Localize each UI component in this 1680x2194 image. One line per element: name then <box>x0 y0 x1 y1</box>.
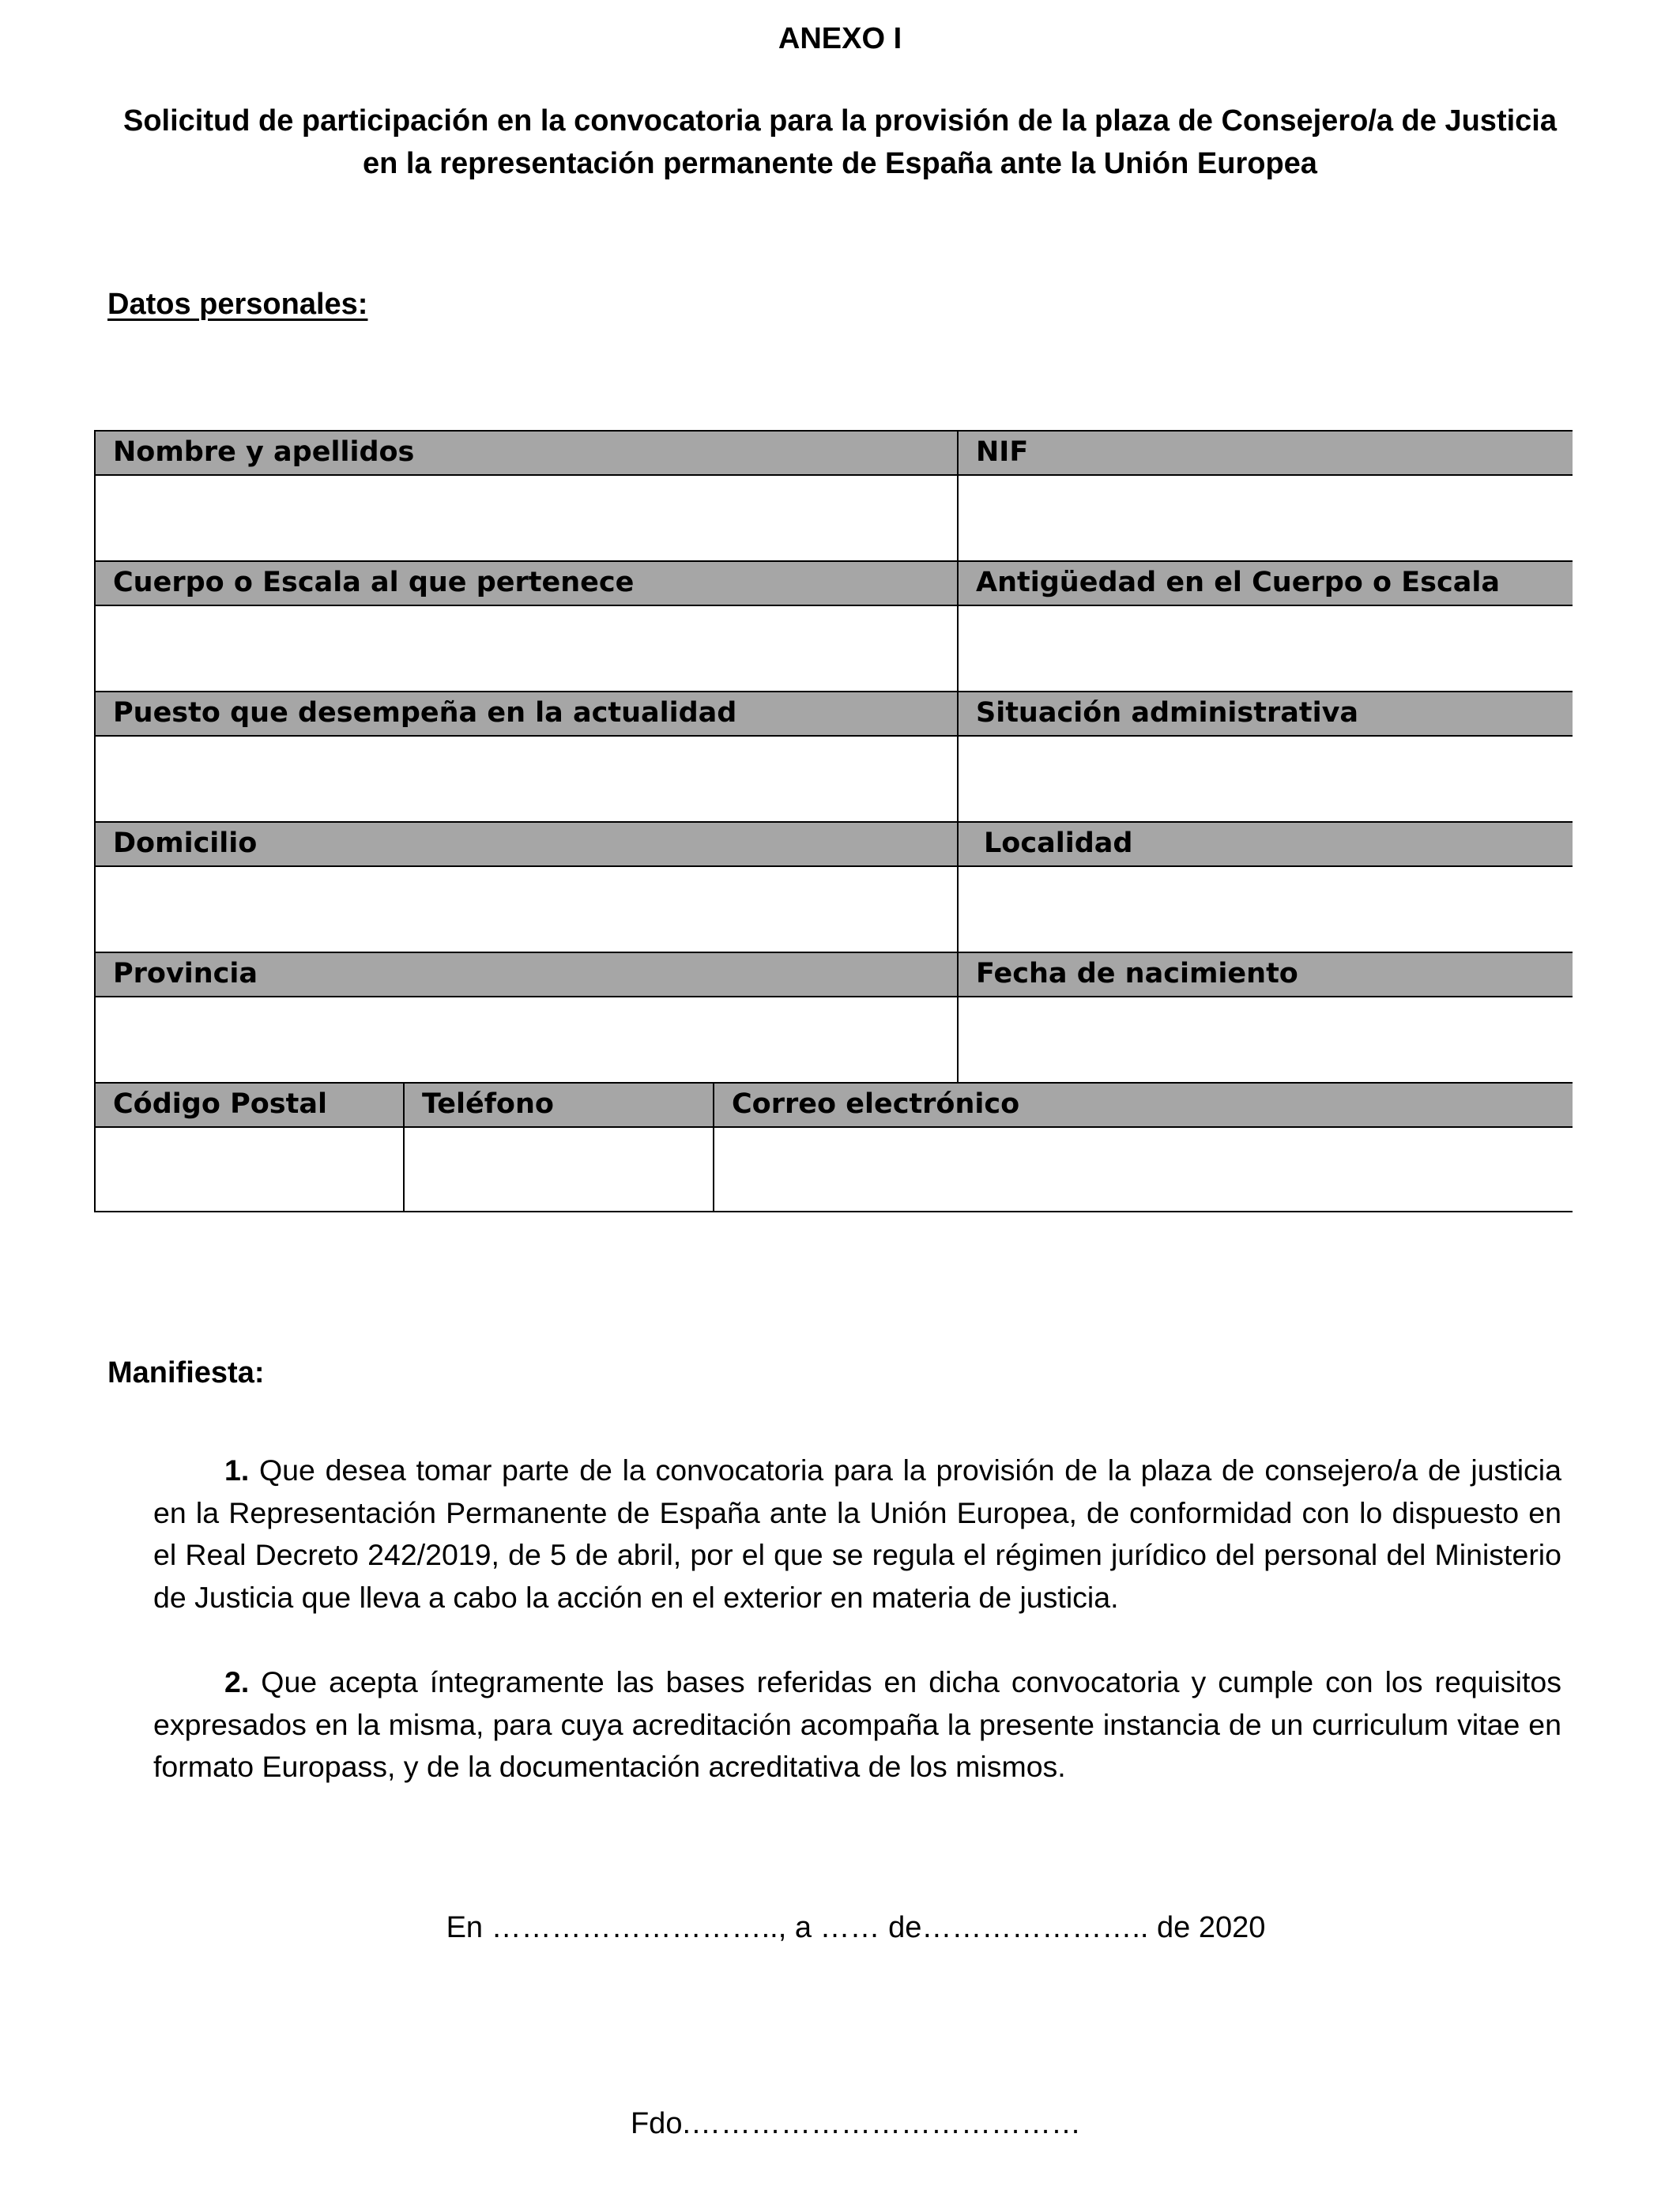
item-text: Que acepta íntegramente las bases referidas en dicha convocatoria y cumple con los requisitos expresados en la misma, para cuya acreditación acompaña la presente instancia de un curriculum vitae en formato Europass, y de la documentación acreditativa de los mismos. <box>153 1665 1561 1783</box>
seniority-label: Antigüedad en el Cuerpo o Escala <box>959 562 1573 606</box>
province-field[interactable] <box>96 997 959 1084</box>
phone-field[interactable] <box>405 1128 714 1211</box>
address-field[interactable] <box>96 867 959 953</box>
postal-code-label: Código Postal <box>96 1084 405 1128</box>
name-field[interactable] <box>96 476 959 562</box>
email-field[interactable] <box>714 1128 1573 1211</box>
email-label: Correo electrónico <box>714 1084 1573 1128</box>
item-text: Que desea tomar parte de la convocatoria para la provisión de la plaza de consejero/a de justicia en la Representación Permanente de España ante la Unión Europea, de conformidad con lo dispuesto en el Real Decreto 242/2019, de 5 de abril, por el que se regula el régimen jurídico del personal del Ministerio de Justicia que lleva a cabo la acción en el exterior en materia de justicia. <box>153 1453 1561 1614</box>
locality-field[interactable] <box>959 867 1573 953</box>
body-scale-label: Cuerpo o Escala al que pertenece <box>96 562 959 606</box>
current-post-label: Puesto que desempeña en la actualidad <box>96 692 959 737</box>
locality-label: Localidad <box>959 823 1573 867</box>
admin-status-field[interactable] <box>959 737 1573 823</box>
item-number: 2. <box>224 1665 250 1698</box>
annex-title: ANEXO I <box>778 22 902 55</box>
birth-date-field[interactable] <box>959 997 1573 1084</box>
signature-line: Fdo.………………………………… <box>630 2107 1082 2140</box>
nif-label: NIF <box>959 432 1573 476</box>
body-scale-field[interactable] <box>96 606 959 692</box>
address-label: Domicilio <box>96 823 959 867</box>
document-title: Solicitud de participación en la convocatoria para la provisión de la plaza de Consejero/a de Justicia en la representación permanente de España ante la Unión Europea <box>123 104 1557 180</box>
manifest-item <box>153 1661 1561 1789</box>
place-date-line: En ……………………….., a …… de………………….. de 2020 <box>446 1911 1266 1944</box>
province-label: Provincia <box>96 953 959 997</box>
personal-data-form <box>94 430 1573 1212</box>
seniority-field[interactable] <box>959 606 1573 692</box>
birth-date-label: Fecha de nacimiento <box>959 953 1573 997</box>
name-label: Nombre y apellidos <box>96 432 959 476</box>
manifest-heading: Manifiesta: <box>107 1356 265 1389</box>
item-number: 1. <box>224 1453 250 1487</box>
postal-code-field[interactable] <box>96 1128 405 1211</box>
personal-data-heading: Datos personales: <box>107 288 368 321</box>
current-post-field[interactable] <box>96 737 959 823</box>
nif-field[interactable] <box>959 476 1573 562</box>
manifest-item <box>153 1449 1561 1619</box>
phone-label: Teléfono <box>405 1084 714 1128</box>
admin-status-label: Situación administrativa <box>959 692 1573 737</box>
